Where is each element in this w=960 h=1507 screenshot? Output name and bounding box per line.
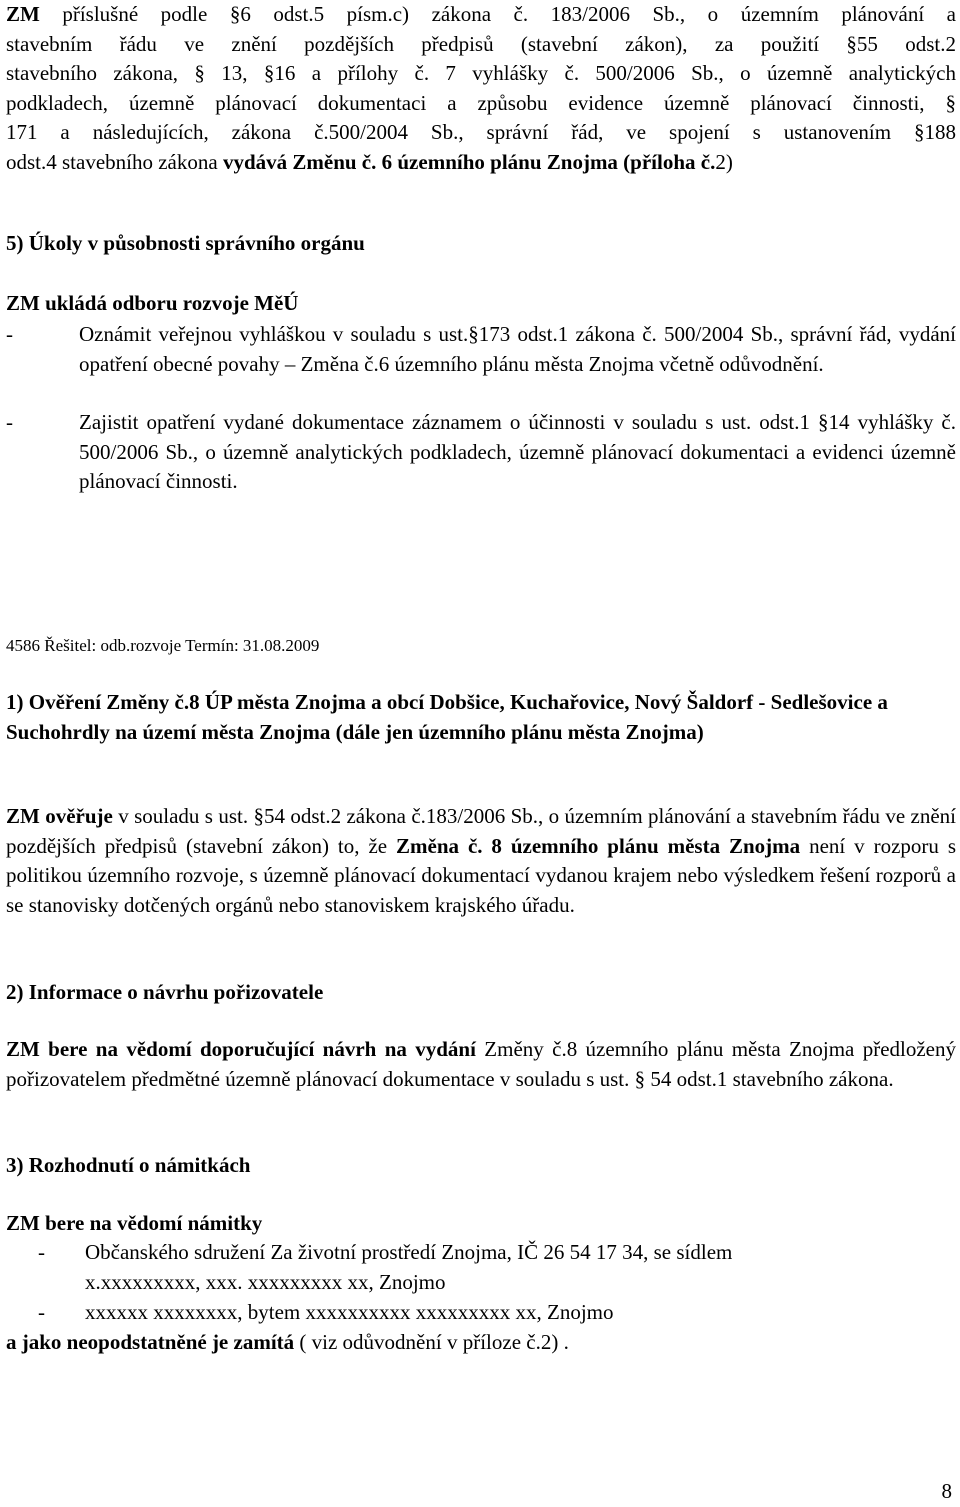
section-3-heading: 3) Rozhodnutí o námitkách bbox=[6, 1153, 251, 1177]
text: 2) bbox=[715, 149, 733, 174]
item-text: Zajistit opatření vydané dokumentace záznamem o účinnosti v souladu s ust. odst.1 §14 vyhlášky č. 500/2006 Sb., o územně analytických podkladech, územně plánovací dokumentaci a evidenci územně plánovací činnosti. bbox=[79, 410, 956, 493]
text: stavebním řádu ve znění pozdějších předpisů (stavební zákon), za použití §55 odst.2 bbox=[6, 31, 956, 56]
item-line-1: xxxxxx xxxxxxxx, bytem xxxxxxxxxx xxxxxxxxx xx, Znojmo bbox=[85, 1300, 614, 1324]
text: podkladech, územně plánovací dokumentaci a způsobu evidence územně plánovací činnosti, § bbox=[6, 90, 956, 115]
page-number: 8 bbox=[941, 1479, 952, 1503]
item-line-2: x.xxxxxxxxx, xxx. xxxxxxxxx xx, Znojmo bbox=[85, 1269, 446, 1294]
section-1-lead: ZM ověřuje bbox=[6, 804, 113, 828]
section-1-text-a: v souladu s ust. §54 odst.2 zákona č.183/2006 Sb., o územním plánování a stavebním řádu ve znění pozdějších předpisů (stavební zákon) to, že bbox=[6, 804, 956, 858]
section-2-text: Změny č.8 územního plánu města Znojma předložený pořizovatelem předmětné územně plánovací dokumentace v souladu s ust. § 54 odst.1 stavebního zákona. bbox=[6, 1037, 956, 1091]
text: příslušné podle §6 odst.5 písm.c) zákona č. 183/2006 Sb., o územním plánování a bbox=[39, 2, 956, 26]
section-1-text-b: není v rozporu s politikou územního rozvoje, s územně plánovací dokumentací vydanou krajem nebo výsledkem řešení rozporů a se stanovisky dotčených orgánů nebo stanoviskem krajského úřadu. bbox=[6, 833, 957, 917]
section-3-closing-bold: a jako neopodstatněné je zamítá bbox=[6, 1330, 295, 1354]
item-dash: - bbox=[6, 322, 13, 346]
opening-line bbox=[6, 118, 956, 148]
opening-line bbox=[6, 59, 956, 89]
section-3-closing bbox=[6, 1328, 569, 1358]
item-dash: - bbox=[38, 1240, 45, 1264]
opening-line bbox=[6, 0, 956, 30]
opening-line bbox=[6, 148, 956, 178]
section-1-heading: 1) Ověření Změny č.8 ÚP města Znojma a obcí Dobšice, Kuchařovice, Nový Šaldorf - Sedlešovice a Suchohrdly na území města Znojma (dále jen územního plánu města Znojma) bbox=[6, 690, 888, 744]
section-2-heading: 2) Informace o návrhu pořizovatele bbox=[6, 980, 324, 1004]
text: odst.4 stavebního zákona bbox=[6, 149, 223, 174]
section-1-body bbox=[6, 802, 956, 920]
item-dash: - bbox=[38, 1300, 45, 1324]
section-2-body bbox=[6, 1035, 956, 1094]
opening-lines bbox=[6, 0, 956, 177]
section-5-item-1 bbox=[6, 320, 956, 380]
text: stavebního zákona, § 13, §16 a přílohy č. 7 vyhlášky č. 500/2006 Sb., o územně analytických bbox=[6, 61, 956, 85]
item-dash: - bbox=[6, 410, 13, 434]
resolution-line: 4586 Řešitel: odb.rozvoje Termín: 31.08.2009 bbox=[6, 636, 320, 655]
bold-text: ZM bbox=[6, 2, 40, 26]
section-5-item-2 bbox=[6, 408, 956, 498]
section-5-heading: 5) Úkoly v působnosti správního orgánu bbox=[6, 231, 365, 255]
item-line-1: Občanského sdružení Za životní prostředí Znojma, IČ 26 54 17 34, se sídlem bbox=[85, 1240, 733, 1264]
section-3-subheading: ZM bere na vědomí námitky bbox=[6, 1211, 263, 1235]
bold-text: vydává Změnu č. 6 územního plánu Znojma (příloha č. bbox=[222, 149, 716, 174]
section-2-lead: ZM bere na vědomí doporučující návrh na vydání bbox=[6, 1037, 476, 1061]
section-1-bold-mid: Změna č. 8 územního plánu města Znojma bbox=[396, 833, 801, 858]
section-3-closing-text: ( viz odůvodnění v příloze č.2) . bbox=[294, 1330, 569, 1354]
item-text: Oznámit veřejnou vyhláškou v souladu s ust.§173 odst.1 zákona č. 500/2004 Sb., správní řád, vydání opatření obecné povahy – Změna č.6 územního plánu města Znojma včetně odůvodnění. bbox=[79, 322, 956, 376]
text: 171 a následujících, zákona č.500/2004 Sb., správní řád, ve spojení s ustanovením §188 bbox=[6, 120, 956, 144]
opening-paragraph bbox=[6, 0, 956, 177]
opening-line bbox=[6, 30, 956, 60]
opening-line bbox=[6, 89, 956, 119]
section-5-subheading: ZM ukládá odboru rozvoje MěÚ bbox=[6, 291, 299, 315]
